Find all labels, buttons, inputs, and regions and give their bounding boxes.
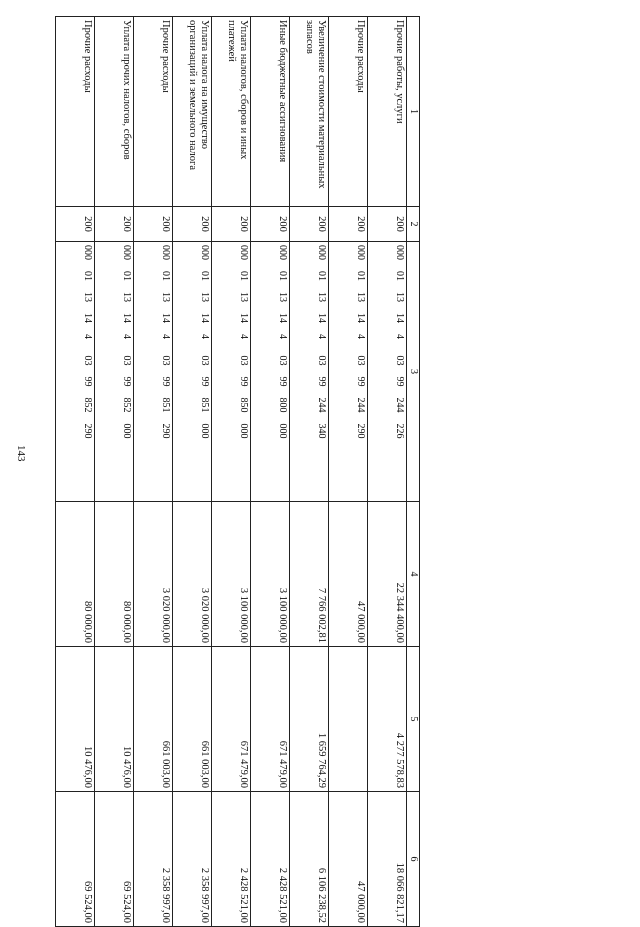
row-plan-amount: 80 000,00 (95, 502, 134, 647)
row-remainder-amount: 2 358 997,00 (134, 792, 173, 927)
row-executed-amount: 661 003,00 (173, 647, 212, 792)
row-code: 200 (329, 207, 368, 242)
table-row (368, 17, 407, 927)
row-remainder-amount: 2 358 997,00 (173, 792, 212, 927)
row-name: Уплата налога на имущество организаций и земельного налога (173, 17, 212, 207)
row-code: 200 (251, 207, 290, 242)
row-executed-amount: 1 659 764,29 (290, 647, 329, 792)
row-plan-amount: 3 100 000,00 (251, 502, 290, 647)
col-header-5: 5 (407, 647, 420, 792)
row-remainder-amount: 18 066 821,17 (368, 792, 407, 927)
row-plan-amount: 22 344 400,00 (368, 502, 407, 647)
table-row (212, 17, 251, 927)
col-header-2: 2 (407, 207, 420, 242)
rotated-table-container (75, 16, 420, 923)
row-classification: 000 01 13 14 4 03 99 244 226 (368, 242, 407, 502)
row-name: Иные бюджетные ассигнования (251, 17, 290, 207)
row-plan-amount: 7 766 002,81 (290, 502, 329, 647)
row-classification: 000 01 13 14 4 03 99 244 340 (290, 242, 329, 502)
row-remainder-amount: 47 000,00 (329, 792, 368, 927)
row-plan-amount: 3 020 000,00 (134, 502, 173, 647)
row-executed-amount: 671 479,00 (212, 647, 251, 792)
row-executed-amount: 661 003,00 (134, 647, 173, 792)
row-remainder-amount: 6 106 238,52 (290, 792, 329, 927)
row-code: 200 (56, 207, 95, 242)
row-code: 200 (368, 207, 407, 242)
row-classification: 000 01 13 14 4 03 99 852 000 (95, 242, 134, 502)
row-name: Уплата налогов, сборов и иных платежей (212, 17, 251, 207)
table-row (134, 17, 173, 927)
row-remainder-amount: 2 428 521,00 (212, 792, 251, 927)
row-classification: 000 01 13 14 4 03 99 851 290 (134, 242, 173, 502)
row-plan-amount: 47 000,00 (329, 502, 368, 647)
col-header-6: 6 (407, 792, 420, 927)
row-executed-amount: 10 476,00 (95, 647, 134, 792)
row-classification: 000 01 13 14 4 03 99 851 000 (173, 242, 212, 502)
row-remainder-amount: 69 524,00 (95, 792, 134, 927)
table-row (290, 17, 329, 927)
row-remainder-amount: 69 524,00 (56, 792, 95, 927)
table-body (56, 17, 420, 927)
column-number-row (407, 17, 420, 927)
row-classification: 000 01 13 14 4 03 99 244 290 (329, 242, 368, 502)
table-row (95, 17, 134, 927)
row-name: Прочие расходы (56, 17, 95, 207)
table-row (329, 17, 368, 927)
row-executed-amount (329, 647, 368, 792)
row-name: Прочие расходы (134, 17, 173, 207)
row-classification: 000 01 13 14 4 03 99 800 000 (251, 242, 290, 502)
row-classification: 000 01 13 14 4 03 99 850 000 (212, 242, 251, 502)
row-classification: 000 01 13 14 4 03 99 852 290 (56, 242, 95, 502)
row-code: 200 (173, 207, 212, 242)
table-row (173, 17, 212, 927)
row-code: 200 (290, 207, 329, 242)
row-remainder-amount: 2 428 521,00 (251, 792, 290, 927)
row-executed-amount: 4 277 578,83 (368, 647, 407, 792)
table-row (251, 17, 290, 927)
row-code: 200 (134, 207, 173, 242)
row-executed-amount: 671 479,00 (251, 647, 290, 792)
page-number: 143 (15, 445, 27, 462)
row-code: 200 (95, 207, 134, 242)
row-executed-amount: 10 476,00 (56, 647, 95, 792)
col-header-1: 1 (407, 17, 420, 207)
row-name: Прочие работы, услуги (368, 17, 407, 207)
row-code: 200 (212, 207, 251, 242)
col-header-3: 3 (407, 242, 420, 502)
row-name: Увеличение стоимости материальных запасов (290, 17, 329, 207)
row-name: Уплата прочих налогов, сборов (95, 17, 134, 207)
row-plan-amount: 3 020 000,00 (173, 502, 212, 647)
row-plan-amount: 80 000,00 (56, 502, 95, 647)
budget-table (55, 16, 420, 927)
table-row (56, 17, 95, 927)
row-plan-amount: 3 100 000,00 (212, 502, 251, 647)
col-header-4: 4 (407, 502, 420, 647)
row-name: Прочие расходы (329, 17, 368, 207)
